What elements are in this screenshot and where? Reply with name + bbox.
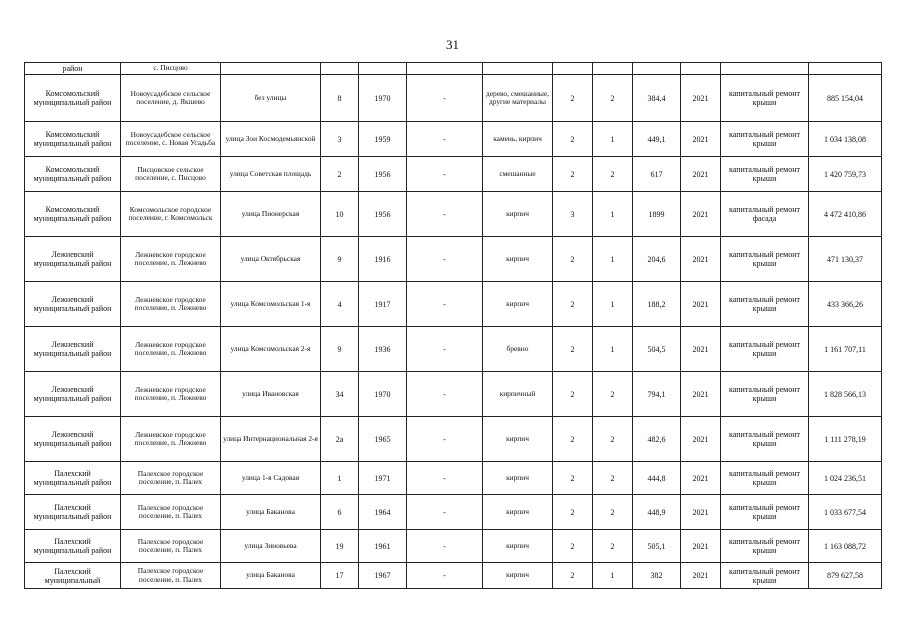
table-row xyxy=(25,563,882,589)
wall-material-cell: камень, кирпич xyxy=(483,122,553,157)
entrances-cell: 1 xyxy=(593,563,633,589)
entrances-cell: 2 xyxy=(593,75,633,122)
cost-cell: 879 627,58 xyxy=(809,563,882,589)
floors-cell xyxy=(553,63,593,75)
area-cell: 188,2 xyxy=(633,282,681,327)
wall-material-cell: бревно xyxy=(483,327,553,372)
build-year-cell: 1970 xyxy=(359,372,407,417)
plan-year-cell: 2021 xyxy=(681,282,721,327)
settlement-cell: Палехское городское поселение, п. Палех xyxy=(121,563,221,589)
column-6-cell: - xyxy=(407,372,483,417)
district-cell: Палехский муниципальный xyxy=(25,563,121,589)
work-type-cell: капитальный ремонт крыши xyxy=(721,282,809,327)
area-cell: 505,1 xyxy=(633,530,681,563)
work-type-cell: капитальный ремонт крыши xyxy=(721,530,809,563)
district-cell: Лежневский муниципальный район xyxy=(25,237,121,282)
floors-cell: 3 xyxy=(553,192,593,237)
area-cell: 482,6 xyxy=(633,417,681,462)
area-cell: 382 xyxy=(633,563,681,589)
wall-material-cell: кирпич xyxy=(483,282,553,327)
district-cell: Лежневский муниципальный район xyxy=(25,372,121,417)
street-cell: улица Зиновьева xyxy=(221,530,321,563)
entrances-cell: 2 xyxy=(593,417,633,462)
wall-material-cell: кирпич xyxy=(483,530,553,563)
house-number-cell: 6 xyxy=(321,495,359,530)
table-row xyxy=(25,157,882,192)
plan-year-cell: 2021 xyxy=(681,417,721,462)
plan-year-cell: 2021 xyxy=(681,372,721,417)
entrances-cell: 1 xyxy=(593,192,633,237)
house-number-cell: 8 xyxy=(321,75,359,122)
settlement-cell: Новоусадебское сельское поселение, с. Новая Усадьба xyxy=(121,122,221,157)
settlement-cell: Лежневское городское поселение, п. Лежнево xyxy=(121,237,221,282)
plan-year-cell: 2021 xyxy=(681,237,721,282)
area-cell: 384,4 xyxy=(633,75,681,122)
wall-material-cell: дерево, смешанные, другие материалы xyxy=(483,75,553,122)
table-row xyxy=(25,530,882,563)
house-number-cell xyxy=(321,63,359,75)
wall-material-cell: кирпич xyxy=(483,417,553,462)
build-year-cell: 1917 xyxy=(359,282,407,327)
house-number-cell: 1 xyxy=(321,462,359,495)
floors-cell: 2 xyxy=(553,282,593,327)
settlement-cell: Писцовское сельское поселение, с. Писцово xyxy=(121,157,221,192)
floors-cell: 2 xyxy=(553,417,593,462)
column-6-cell: - xyxy=(407,563,483,589)
cost-cell: 1 163 088,72 xyxy=(809,530,882,563)
wall-material-cell: смешанные xyxy=(483,157,553,192)
entrances-cell: 1 xyxy=(593,282,633,327)
street-cell: улица Ивановская xyxy=(221,372,321,417)
street-cell: улица Советская площадь xyxy=(221,157,321,192)
settlement-cell: Палехское городское поселение, п. Палех xyxy=(121,495,221,530)
column-6-cell: - xyxy=(407,192,483,237)
column-6-cell: - xyxy=(407,122,483,157)
cost-cell: 1 024 236,51 xyxy=(809,462,882,495)
column-6-cell: - xyxy=(407,237,483,282)
cost-cell: 1 034 138,08 xyxy=(809,122,882,157)
area-cell: 444,8 xyxy=(633,462,681,495)
plan-year-cell: 2021 xyxy=(681,327,721,372)
entrances-cell: 2 xyxy=(593,462,633,495)
house-number-cell: 17 xyxy=(321,563,359,589)
work-type-cell: капитальный ремонт фасада xyxy=(721,192,809,237)
floors-cell: 2 xyxy=(553,75,593,122)
plan-year-cell: 2021 xyxy=(681,75,721,122)
floors-cell: 2 xyxy=(553,462,593,495)
floors-cell: 2 xyxy=(553,157,593,192)
district-cell: Лежневский муниципальный район xyxy=(25,282,121,327)
cost-cell: 471 130,37 xyxy=(809,237,882,282)
cost-cell xyxy=(809,63,882,75)
house-number-cell: 19 xyxy=(321,530,359,563)
build-year-cell: 1967 xyxy=(359,563,407,589)
build-year-cell: 1959 xyxy=(359,122,407,157)
column-6-cell: - xyxy=(407,327,483,372)
district-cell: Лежневский муниципальный район xyxy=(25,327,121,372)
table-row xyxy=(25,63,882,75)
table-row xyxy=(25,282,882,327)
table-row xyxy=(25,192,882,237)
build-year-cell: 1956 xyxy=(359,157,407,192)
district-cell: Комсомольский муниципальный район xyxy=(25,122,121,157)
settlement-cell: Новоусадебское сельское поселение, д. Якшево xyxy=(121,75,221,122)
area-cell: 794,1 xyxy=(633,372,681,417)
street-cell xyxy=(221,63,321,75)
build-year-cell: 1971 xyxy=(359,462,407,495)
table-body xyxy=(25,63,882,589)
page-number: 31 xyxy=(446,37,459,52)
build-year-cell xyxy=(359,63,407,75)
street-cell: улица Комсомольская 1-я xyxy=(221,282,321,327)
wall-material-cell: кирпичный xyxy=(483,372,553,417)
floors-cell: 2 xyxy=(553,563,593,589)
plan-year-cell: 2021 xyxy=(681,495,721,530)
work-type-cell: капитальный ремонт крыши xyxy=(721,417,809,462)
column-6-cell xyxy=(407,63,483,75)
cost-cell: 1 420 759,73 xyxy=(809,157,882,192)
build-year-cell: 1961 xyxy=(359,530,407,563)
street-cell: улица Комсомольская 2-я xyxy=(221,327,321,372)
entrances-cell: 2 xyxy=(593,530,633,563)
cost-cell: 885 154,04 xyxy=(809,75,882,122)
area-cell: 449,1 xyxy=(633,122,681,157)
settlement-cell: Палехское городское поселение, п. Палех xyxy=(121,530,221,563)
wall-material-cell: кирпич xyxy=(483,237,553,282)
street-cell: без улицы xyxy=(221,75,321,122)
floors-cell: 2 xyxy=(553,122,593,157)
column-6-cell: - xyxy=(407,157,483,192)
table-row xyxy=(25,372,882,417)
district-cell: Комсомольский муниципальный район xyxy=(25,75,121,122)
district-cell: Палехский муниципальный район xyxy=(25,462,121,495)
house-number-cell: 4 xyxy=(321,282,359,327)
table-row xyxy=(25,237,882,282)
column-6-cell: - xyxy=(407,530,483,563)
wall-material-cell: кирпич xyxy=(483,192,553,237)
district-cell: Палехский муниципальный район xyxy=(25,495,121,530)
column-6-cell: - xyxy=(407,495,483,530)
plan-year-cell xyxy=(681,63,721,75)
work-type-cell: капитальный ремонт крыши xyxy=(721,462,809,495)
build-year-cell: 1916 xyxy=(359,237,407,282)
house-number-cell: 9 xyxy=(321,327,359,372)
cost-cell: 1 161 707,11 xyxy=(809,327,882,372)
column-6-cell: - xyxy=(407,417,483,462)
column-6-cell: - xyxy=(407,282,483,327)
column-6-cell: - xyxy=(407,75,483,122)
table-row xyxy=(25,327,882,372)
street-cell: улица Октябрьская xyxy=(221,237,321,282)
street-cell: улица Баканова xyxy=(221,563,321,589)
entrances-cell: 1 xyxy=(593,122,633,157)
entrances-cell: 1 xyxy=(593,237,633,282)
plan-year-cell: 2021 xyxy=(681,462,721,495)
plan-year-cell: 2021 xyxy=(681,192,721,237)
work-type-cell: капитальный ремонт крыши xyxy=(721,327,809,372)
table-row xyxy=(25,462,882,495)
settlement-cell: Лежневское городское поселение, п. Лежнево xyxy=(121,372,221,417)
house-number-cell: 2а xyxy=(321,417,359,462)
work-type-cell: капитальный ремонт крыши xyxy=(721,372,809,417)
house-number-cell: 34 xyxy=(321,372,359,417)
settlement-cell: Комсомольское городское поселение, г. Комсомольск xyxy=(121,192,221,237)
area-cell: 504,5 xyxy=(633,327,681,372)
district-cell: Палехский муниципальный район xyxy=(25,530,121,563)
house-number-cell: 3 xyxy=(321,122,359,157)
settlement-cell: Палехское городское поселение, п. Палех xyxy=(121,462,221,495)
floors-cell: 2 xyxy=(553,530,593,563)
district-cell: Комсомольский муниципальный район xyxy=(25,192,121,237)
wall-material-cell: кирпич xyxy=(483,563,553,589)
wall-material-cell: кирпич xyxy=(483,495,553,530)
work-type-cell: капитальный ремонт крыши xyxy=(721,237,809,282)
plan-year-cell: 2021 xyxy=(681,563,721,589)
cost-cell: 1 111 278,19 xyxy=(809,417,882,462)
area-cell: 1899 xyxy=(633,192,681,237)
area-cell: 448,9 xyxy=(633,495,681,530)
area-cell: 617 xyxy=(633,157,681,192)
area-cell xyxy=(633,63,681,75)
table-row xyxy=(25,495,882,530)
settlement-cell: Лежневское городское поселение, п. Лежнево xyxy=(121,417,221,462)
build-year-cell: 1970 xyxy=(359,75,407,122)
build-year-cell: 1956 xyxy=(359,192,407,237)
street-cell: улица Интернациональная 2-я xyxy=(221,417,321,462)
house-number-cell: 2 xyxy=(321,157,359,192)
work-type-cell: капитальный ремонт крыши xyxy=(721,75,809,122)
column-6-cell: - xyxy=(407,462,483,495)
floors-cell: 2 xyxy=(553,327,593,372)
floors-cell: 2 xyxy=(553,495,593,530)
entrances-cell: 2 xyxy=(593,495,633,530)
street-cell: улица Зои Космодемьянской xyxy=(221,122,321,157)
settlement-cell: с. Писцово xyxy=(121,63,221,75)
work-type-cell: капитальный ремонт крыши xyxy=(721,122,809,157)
work-type-cell xyxy=(721,63,809,75)
table-row xyxy=(25,75,882,122)
cost-cell: 1 828 566,13 xyxy=(809,372,882,417)
build-year-cell: 1965 xyxy=(359,417,407,462)
work-type-cell: капитальный ремонт крыши xyxy=(721,495,809,530)
district-cell: район xyxy=(25,63,121,75)
cost-cell: 433 366,26 xyxy=(809,282,882,327)
plan-year-cell: 2021 xyxy=(681,530,721,563)
settlement-cell: Лежневское городское поселение, п. Лежнево xyxy=(121,282,221,327)
settlement-cell: Лежневское городское поселение, п. Лежнево xyxy=(121,327,221,372)
work-type-cell: капитальный ремонт крыши xyxy=(721,157,809,192)
house-number-cell: 9 xyxy=(321,237,359,282)
wall-material-cell xyxy=(483,63,553,75)
cost-cell: 4 472 410,86 xyxy=(809,192,882,237)
floors-cell: 2 xyxy=(553,372,593,417)
cost-cell: 1 033 677,54 xyxy=(809,495,882,530)
plan-year-cell: 2021 xyxy=(681,157,721,192)
table-row xyxy=(25,417,882,462)
entrances-cell: 2 xyxy=(593,157,633,192)
work-type-cell: капитальный ремонт крыши xyxy=(721,563,809,589)
housing-repair-table xyxy=(24,62,882,589)
table-row xyxy=(25,122,882,157)
street-cell: улица Баканова xyxy=(221,495,321,530)
street-cell: улица Пионерская xyxy=(221,192,321,237)
build-year-cell: 1936 xyxy=(359,327,407,372)
entrances-cell xyxy=(593,63,633,75)
street-cell: улица 1-я Садовая xyxy=(221,462,321,495)
build-year-cell: 1964 xyxy=(359,495,407,530)
house-number-cell: 10 xyxy=(321,192,359,237)
plan-year-cell: 2021 xyxy=(681,122,721,157)
floors-cell: 2 xyxy=(553,237,593,282)
entrances-cell: 2 xyxy=(593,372,633,417)
district-cell: Лежневский муниципальный район xyxy=(25,417,121,462)
district-cell: Комсомольский муниципальный район xyxy=(25,157,121,192)
wall-material-cell: кирпич xyxy=(483,462,553,495)
entrances-cell: 1 xyxy=(593,327,633,372)
area-cell: 204,6 xyxy=(633,237,681,282)
